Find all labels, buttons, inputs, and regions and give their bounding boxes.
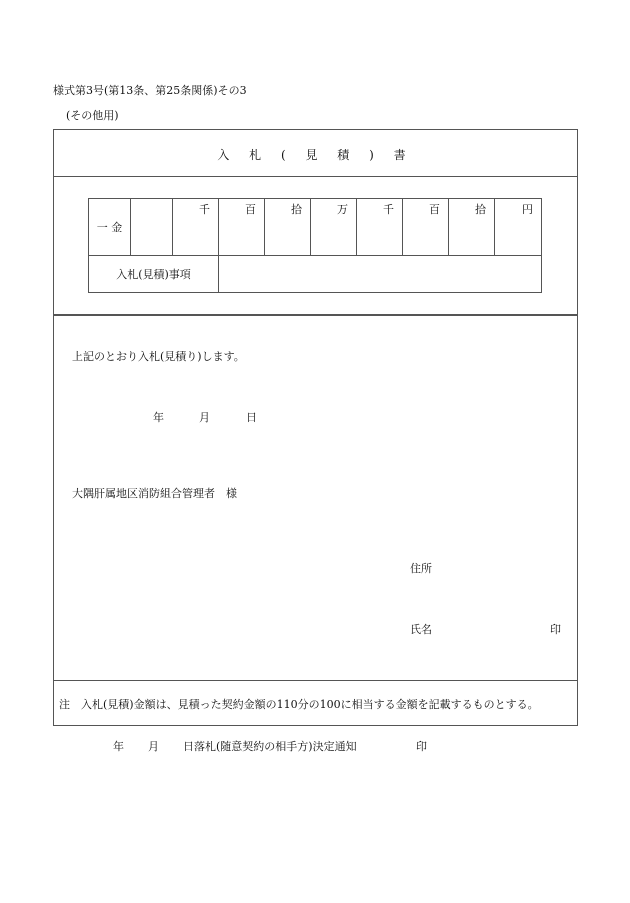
footer-year: 年 bbox=[113, 740, 124, 753]
amount-cell-ten-million[interactable]: 千 bbox=[173, 199, 219, 256]
section-divider bbox=[53, 314, 578, 316]
amount-cell-ten-thousand[interactable]: 万 bbox=[311, 199, 357, 256]
form-subtitle: (その他用) bbox=[66, 109, 119, 122]
note: 注 入札(見積)金額は、見積った契約金額の110分の100に相当する金額を記載するものとする。 bbox=[59, 698, 539, 711]
amount-table bbox=[88, 198, 542, 293]
amount-label: 一 金 bbox=[89, 199, 131, 256]
amount-cell-hundred-thousand[interactable]: 拾 bbox=[265, 199, 311, 256]
statement: 上記のとおり入札(見積り)します。 bbox=[72, 350, 245, 363]
address-label: 住所 bbox=[410, 562, 432, 575]
date-year: 年 bbox=[153, 411, 164, 424]
date-day: 日 bbox=[246, 411, 257, 424]
seal-mark: 印 bbox=[550, 623, 561, 636]
matter-label: 入札(見積)事項 bbox=[89, 256, 219, 293]
form-title: 入 札 ( 見 積 ) 書 bbox=[217, 148, 414, 162]
form-number: 様式第3号(第13条、第25条関係)その3 bbox=[53, 84, 247, 97]
addressee: 大隅肝属地区消防組合管理者 様 bbox=[72, 487, 237, 500]
matter-field[interactable] bbox=[219, 256, 542, 293]
amount-cell-hundred[interactable]: 百 bbox=[403, 199, 449, 256]
note-divider bbox=[53, 680, 578, 681]
amount-cell-million[interactable]: 百 bbox=[219, 199, 265, 256]
date-month: 月 bbox=[199, 411, 210, 424]
footer-seal: 印 bbox=[416, 740, 427, 753]
amount-cell-yen[interactable]: 円 bbox=[495, 199, 542, 256]
amount-cell-thousand[interactable]: 千 bbox=[357, 199, 403, 256]
footer-month: 月 bbox=[148, 740, 159, 753]
name-label: 氏名 bbox=[410, 623, 432, 636]
footer-decision-text: 日落札(随意契約の相手方)決定通知 bbox=[183, 740, 357, 753]
amount-cell-ten[interactable]: 拾 bbox=[449, 199, 495, 256]
title-divider bbox=[53, 176, 578, 177]
amount-cell-blank[interactable] bbox=[131, 199, 173, 256]
